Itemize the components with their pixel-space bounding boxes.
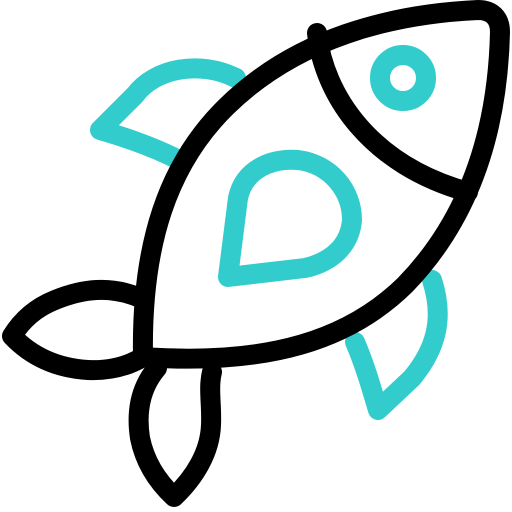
tail-fin-bottom [139, 368, 212, 497]
fish-eye [380, 55, 426, 101]
tail-fin-left [12, 290, 143, 370]
body-marking [228, 160, 352, 277]
